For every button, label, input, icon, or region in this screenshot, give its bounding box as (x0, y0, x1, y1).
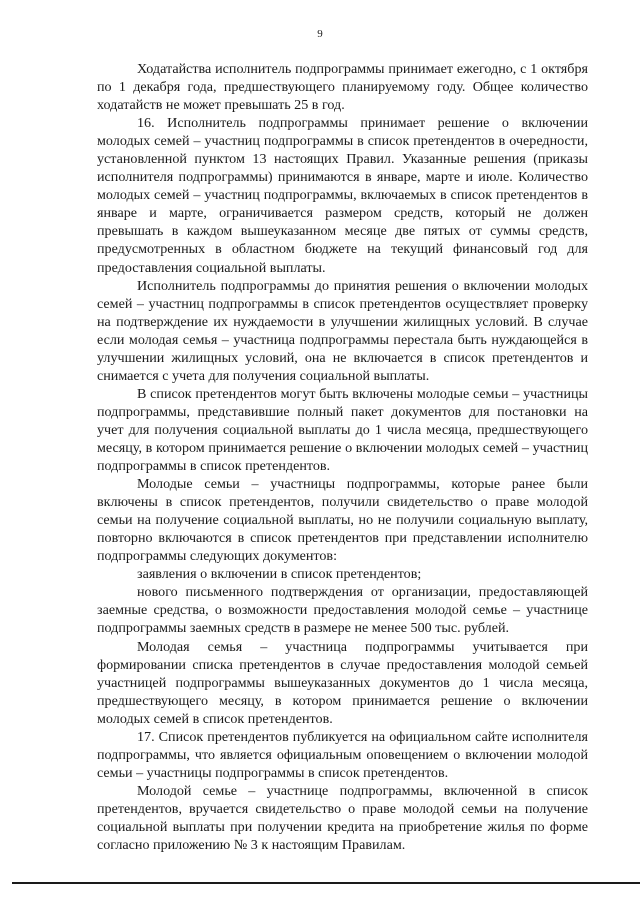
paragraph-verification: Исполнитель подпрограммы до принятия решения о включении молодых семей – участниц подпрограммы в список претендентов осуществляет проверку на подтверждение их нуждаемости в улучшении жилищных условий. В случае если молодая семья – участница подпрограммы перестала быть нуждающейся в улучшении жилищных условий, она не включается в список претендентов и снимается с учета для получения социальной выплаты. (97, 277, 588, 384)
paragraph-document-confirmation: нового письменного подтверждения от организации, предоставляющей заемные средства, о возможности предоставления молодой семье – участнице подпрограммы заемных средств в размере не менее 500 тыс. рублей. (97, 584, 588, 637)
paragraph-repeat-inclusion: Молодые семьи – участницы подпрограммы, которые ранее были включены в список претендентов, получили свидетельство о праве молодой семьи на получение социальной выплаты, но не получили социальную выплату, повторно включаются в список претендентов при представлении исполнителю подпрограммы следующих документов: (97, 476, 588, 565)
paragraph-17: 17. Список претендентов публикуется на официальном сайте исполнителя подпрограммы, что является официальным оповещением о включении молодой семьи – участницы подпрограммы в список претендентов. (97, 728, 588, 781)
paragraph-certificate: Молодой семье – участнице подпрограммы, включенной в список претендентов, вручается свидетельство о праве молодой семьи на получение социальной выплаты при получении кредита на приобретение жилья по форме согласно приложению № 3 к настоящим Правилам. (97, 782, 588, 854)
paragraph-document-application: заявления о включении в список претендентов; (137, 566, 422, 583)
paragraph-petitions: Ходатайства исполнитель подпрограммы принимает ежегодно, с 1 октября по 1 декабря года, предшествующего планируемому году. Общее количество ходатайств не может превышать 25 в год. (97, 61, 588, 114)
paragraph-eligibility: В список претендентов могут быть включены молодые семьи – участницы подпрограммы, представившие полный пакет документов для постановки на учет для получения социальной выплаты до 1 числа месяца, предшествующего месяцу, в котором принимается решение о включении молодых семей – участниц подпрограммы в список претендентов. (97, 385, 588, 475)
paragraph-accounting: Молодая семья – участница подпрограммы учитывается при формировании списка претендентов в случае предоставления молодой семьей участницей подпрограммы вышеуказанных документов до 1 числа месяца, предшествующего месяцу, в котором принимается решение о включении молодых семей в список претендентов. (97, 638, 588, 727)
paragraph-16: 16. Исполнитель подпрограммы принимает решение о включении молодых семей – участниц подпрограммы в список претендентов в очередности, установленной пунктом 13 настоящих Правил. Указанные решения (приказы исполнителя подпрограммы) принимаются в январе, марте и июле. Количество молодых семей – участниц подпрограммы, включаемых в список претендентов в январе и марте, ограничивается размером средств, который не должен превышать в каждом вышеуказанном месяце две пятых от суммы средств, предусмотренных в областном бюджете на текущий финансовый год для предоставления социальной выплаты. (97, 115, 588, 276)
page-number: 9 (317, 28, 323, 40)
document-body (97, 60, 588, 854)
bottom-rule (12, 882, 640, 884)
